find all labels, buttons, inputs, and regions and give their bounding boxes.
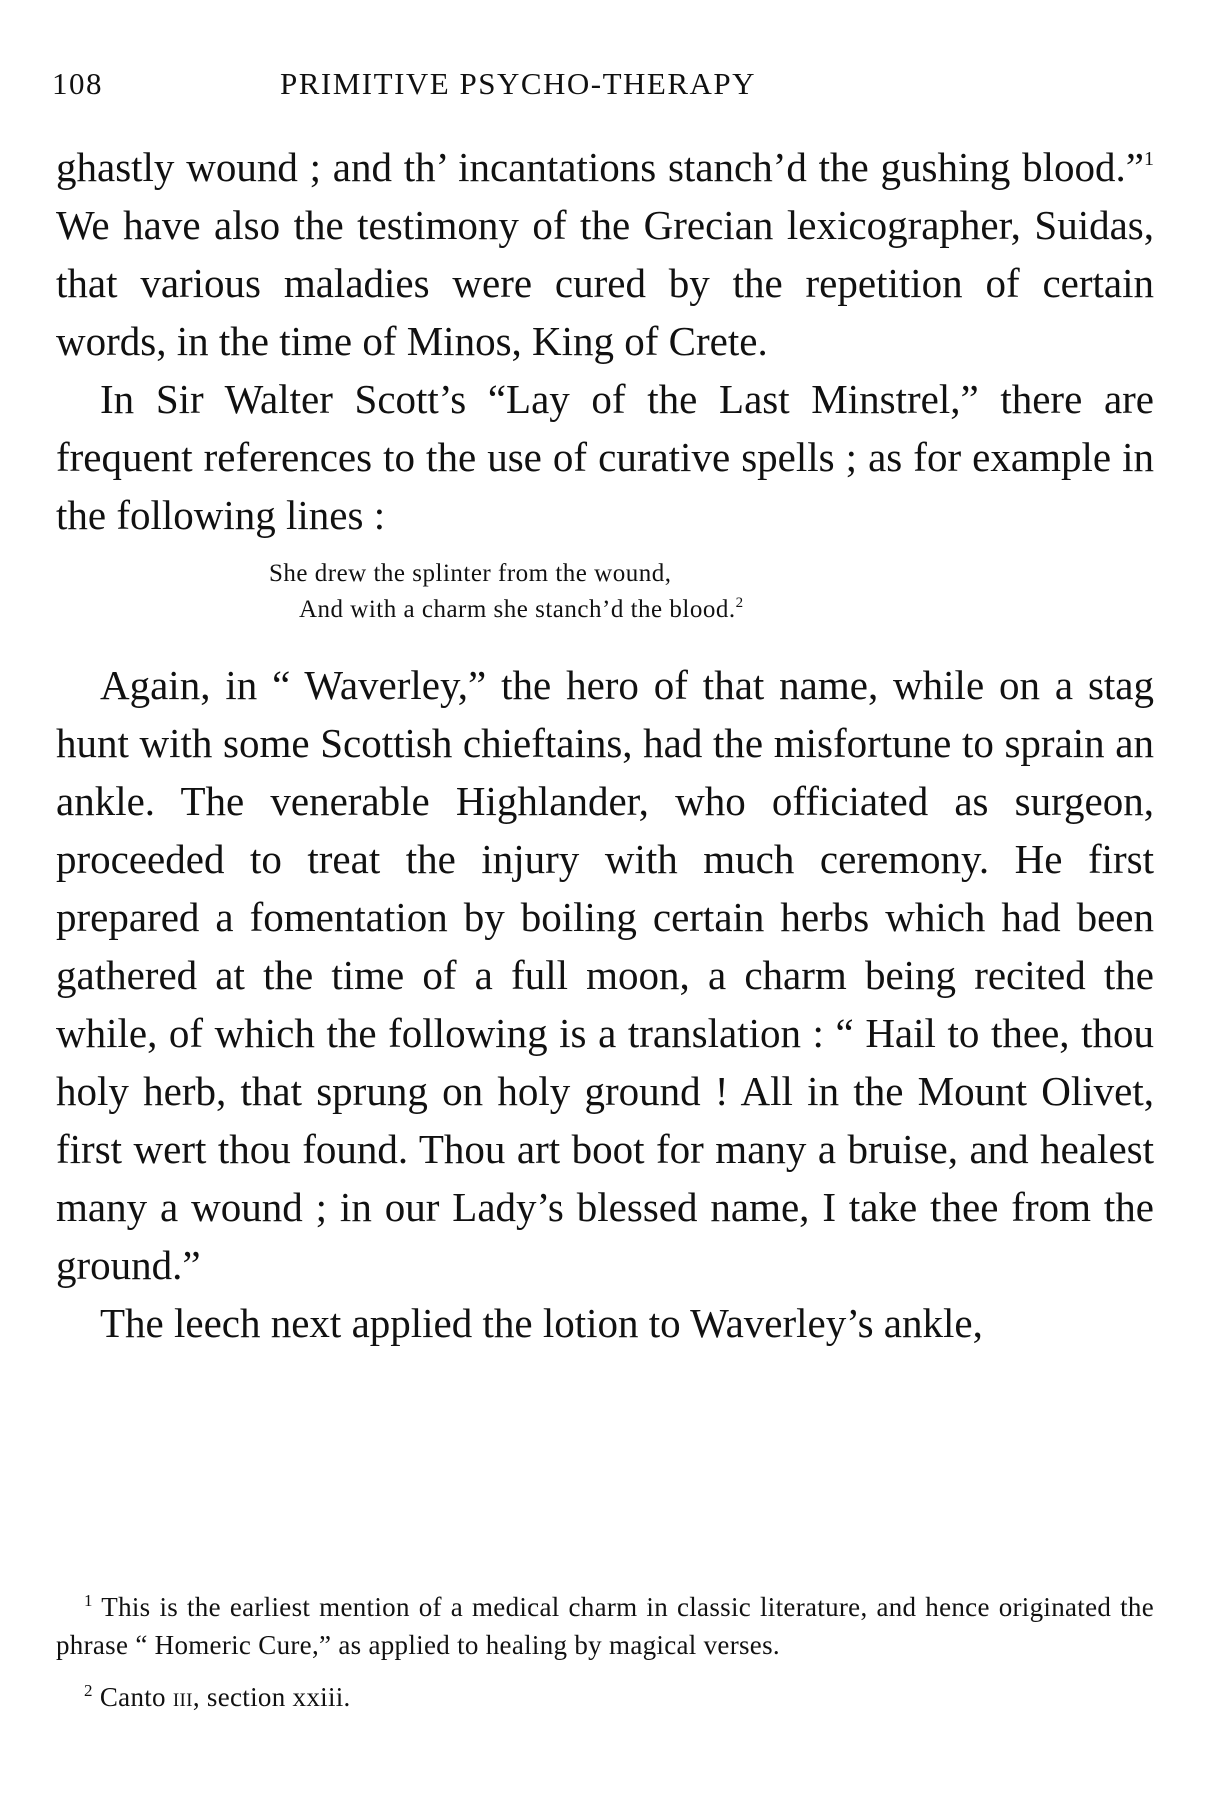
footnote-2-suffix: , section xxiii. [192, 1682, 351, 1712]
footnote-ref-2: 2 [735, 595, 744, 611]
verse-line-2 [56, 592, 1154, 628]
paragraph-1-text-continued: We have also the testimony of the Grecian lexicographer, Suidas, that various maladies were cured by the repetition of certain words, in the time of Minos, King of Crete. [56, 202, 1154, 364]
footnote-1-text: This is the earliest mention of a medical charm in classic literature, and hence originated the phrase “ Homeric Cure,” as applied to healing by magical verses. [56, 1592, 1154, 1660]
footnote-2-prefix: Canto [92, 1682, 173, 1712]
verse-line-2-text: And with a charm she stanch’d the blood. [299, 596, 736, 623]
page-header [52, 66, 1152, 116]
paragraph-4: The leech next applied the lotion to Waverley’s ankle, [100, 1300, 983, 1346]
body-text [56, 138, 1154, 1352]
paragraph-3: Again, in “ Waverley,” the hero of that name, while on a stag hunt with some Scottish chieftains, had the misfortune to sprain an ankle. The venerable Highlander, who officiated as surgeon, proceeded to treat the injury with much ceremony. He first prepared a fomentation by boiling certain herbs which had been gathered at the time of a full moon, a charm being recited the while, of which the following is a translation : “ Hail to thee, thou holy herb, that sprung on holy ground ! All in the Mount Olivet, first wert thou found. Thou art boot for many a bruise, and healest many a wound ; in our Lady’s blessed name, I take thee from the ground.” [56, 662, 1154, 1288]
footnotes [56, 1588, 1154, 1716]
footnote-1-marker: 1 [84, 1591, 93, 1610]
footnote-2 [56, 1678, 1154, 1716]
verse-quote [56, 556, 1154, 628]
verse-line-1: She drew the splinter from the wound, [269, 560, 672, 587]
page-number: 108 [52, 66, 103, 101]
footnote-ref-1: 1 [1144, 148, 1154, 170]
paragraph-1-text: ghastly wound ; and th’ incantations stanch’d the gushing blood.” [56, 144, 1144, 190]
paragraph-1 [56, 138, 1154, 370]
footnote-2-marker: 2 [84, 1681, 93, 1700]
footnote-1 [56, 1588, 1154, 1664]
footnote-2-numeral: iii [172, 1682, 193, 1712]
running-title: PRIMITIVE PSYCHO-THERAPY [280, 66, 757, 101]
paragraph-2: In Sir Walter Scott’s “Lay of the Last Minstrel,” there are frequent references to the use of curative spells ; as for example in the following lines : [56, 376, 1154, 538]
